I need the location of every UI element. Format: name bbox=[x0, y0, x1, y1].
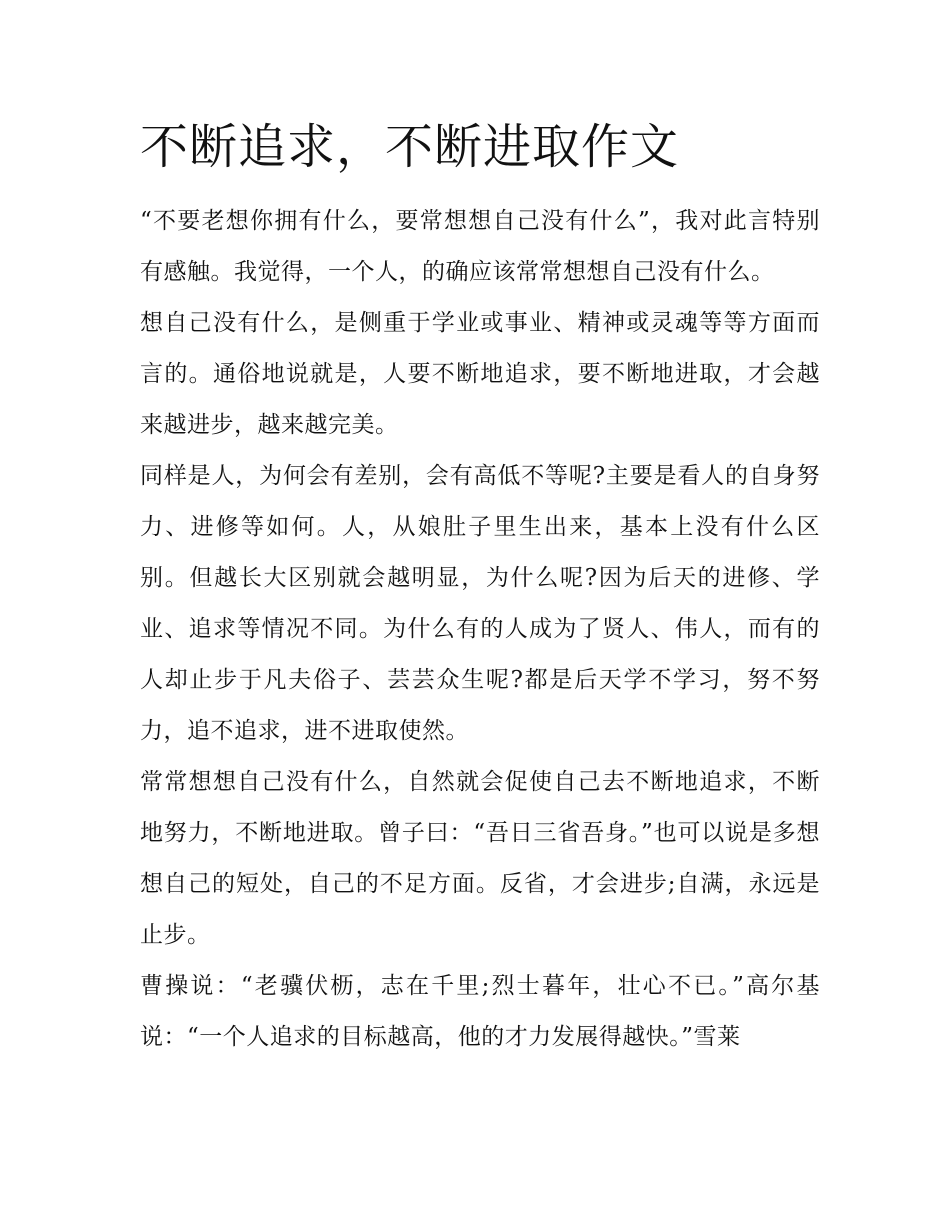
paragraph-1: “不要老想你拥有什么，要常想想自己没有什么”，我对此言特别有感触。我觉得，一个人，的确应该常常想想自己没有什么。 bbox=[140, 208, 820, 285]
paragraph-3: 同样是人，为何会有差别，会有高低不等呢?主要是看人的自身努力、进修等如何。人，从娘肚子里生出来，基本上没有什么区别。但越长大区别就会越明显，为什么呢?因为后天的进修、学业、追求等情况不同。为什么有的人成为了贤人、伟人，而有的人却止步于凡夫俗子、芸芸众生呢?都是后天学不学习，努不努力，追不追求，进不进取使然。 bbox=[140, 463, 820, 744]
paragraph-2: 想自己没有什么，是侧重于学业或事业、精神或灵魂等等方面而言的。通俗地说就是，人要不断地追求，要不断地进取，才会越来越进步，越来越完美。 bbox=[140, 310, 820, 438]
document-body bbox=[140, 196, 820, 1063]
paragraph-4: 常常想想自己没有什么，自然就会促使自己去不断地追求，不断地努力，不断地进取。曾子曰：“吾日三省吾身。”也可以说是多想想自己的短处，自己的不足方面。反省，才会进步;自满，永远是止步。 bbox=[140, 769, 820, 948]
paragraph-5: 曹操说：“老骥伏枥，志在千里;烈士暮年，壮心不已。”高尔基说：“一个人追求的目标越高，他的才力发展得越快。”雪莱 bbox=[140, 973, 820, 1050]
document-title: 不断追求，不断进取作文 bbox=[140, 119, 680, 175]
